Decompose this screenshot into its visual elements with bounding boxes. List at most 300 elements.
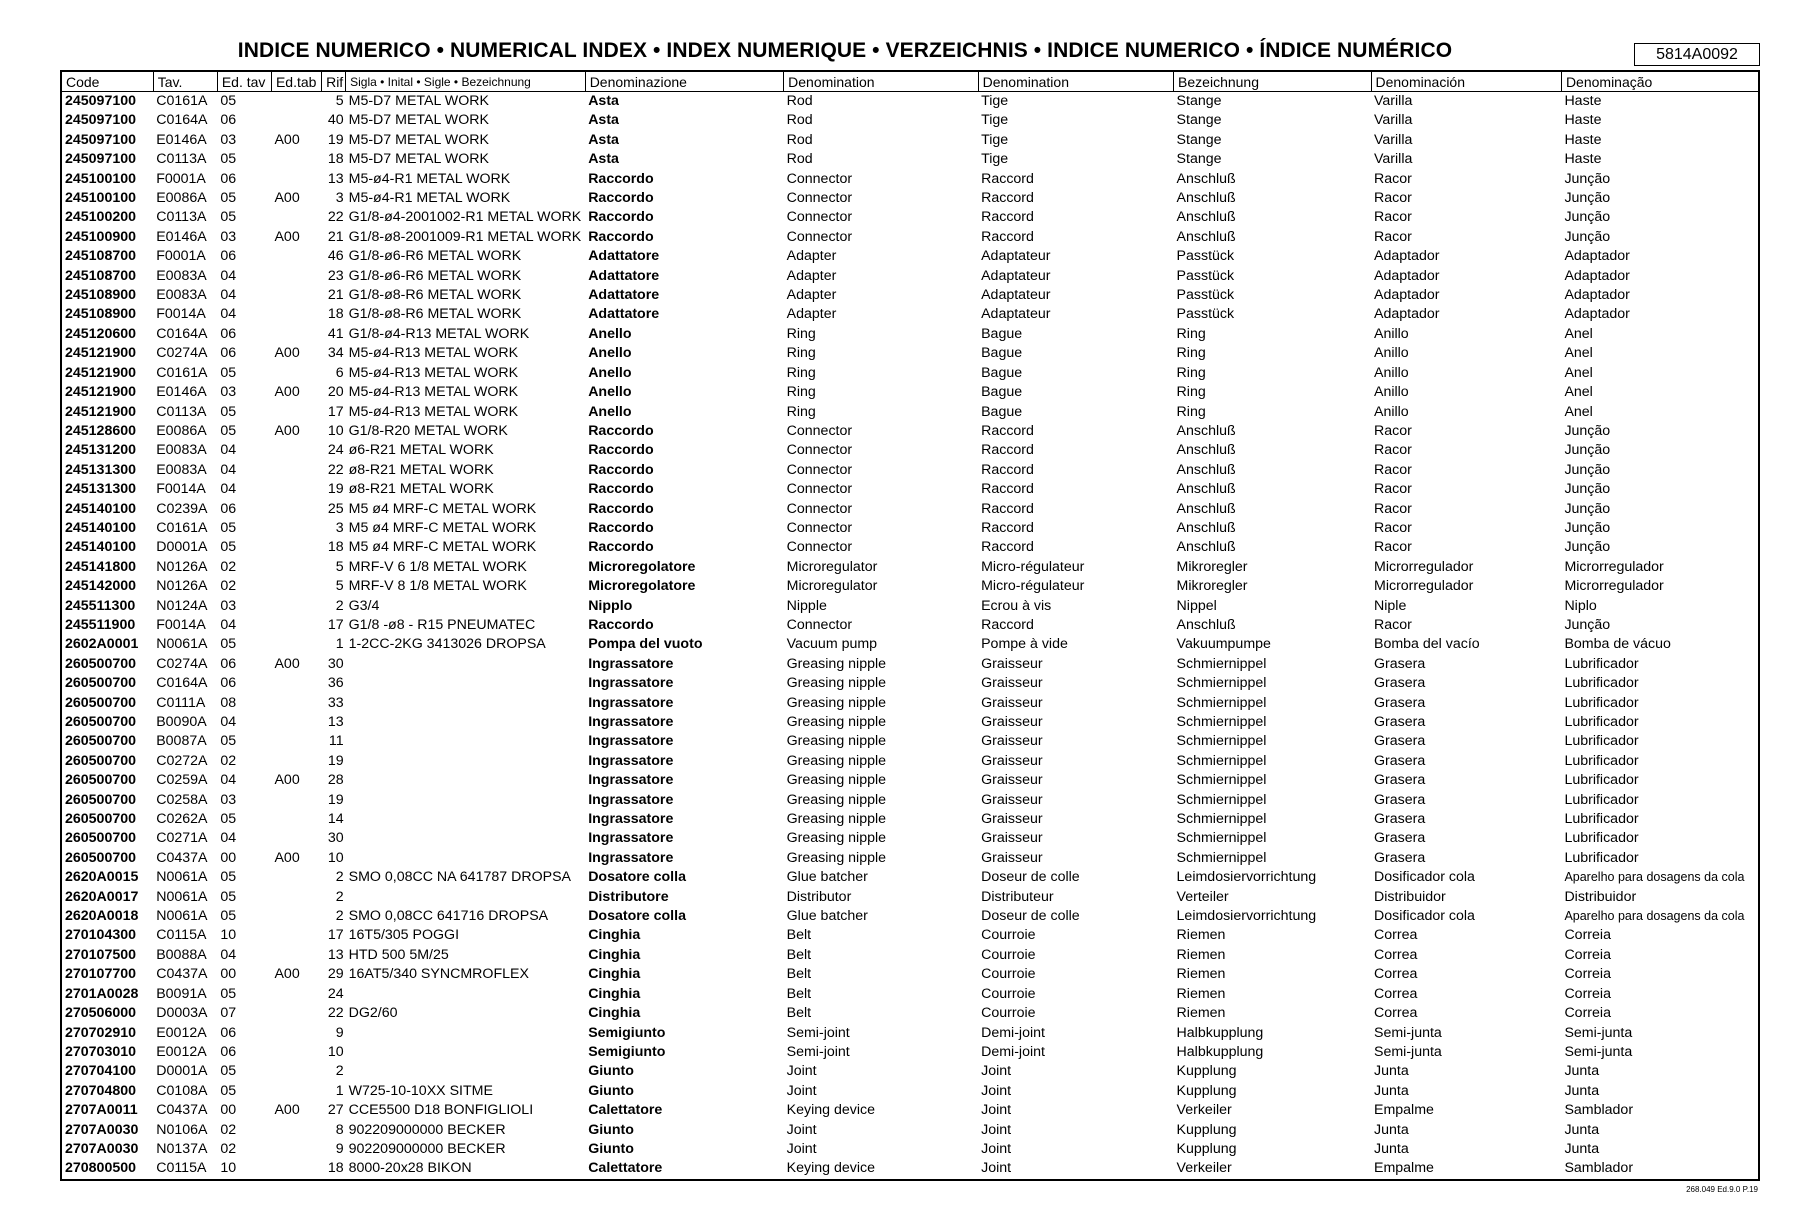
ed-tav-cell: 02 (220, 1121, 237, 1138)
denominazione-cell: Anello (588, 364, 632, 381)
rif-cell: 3 (335, 190, 344, 207)
table-row (61, 868, 1759, 887)
code-cell: 270104300 (65, 927, 137, 944)
code-cell: 270704100 (65, 1063, 137, 1080)
ed-tav-cell: 00 (220, 966, 237, 983)
ed-tav-cell: 05 (220, 985, 237, 1002)
denominacion-cell: Anillo (1374, 364, 1409, 381)
code-cell: 245108900 (65, 287, 137, 304)
table-row (61, 480, 1759, 499)
denomination-fr-cell: Graisseur (981, 655, 1043, 672)
table-row (61, 810, 1759, 829)
denominacion-cell: Junta (1374, 1140, 1409, 1157)
sigla-cell: SMO 0,08CC NA 641787 DROPSA (348, 869, 571, 886)
denominacao-cell: Haste (1564, 151, 1602, 168)
denomination-fr-cell: Doseur de colle (981, 869, 1080, 886)
bezeichnung-cell: Stange (1176, 131, 1222, 148)
table-row (61, 170, 1759, 189)
denominazione-cell: Cinghia (588, 985, 641, 1002)
denominazione-cell: Cinghia (588, 927, 641, 944)
ed-tab-cell: A00 (274, 422, 300, 439)
denomination-en-cell: Microregulator (786, 558, 878, 575)
denominazione-cell: Dosatore colla (588, 869, 686, 886)
denomination-fr-cell: Micro-régulateur (981, 578, 1085, 595)
bezeichnung-cell: Anschluß (1176, 442, 1236, 459)
sigla-cell (346, 752, 586, 771)
code-cell: 260500700 (65, 849, 137, 866)
rif-cell: 34 (327, 345, 344, 362)
denomination-fr-cell: Raccord (981, 500, 1034, 517)
denomination-en-cell: Connector (786, 461, 853, 478)
ed-tab-cell (271, 616, 321, 635)
table-row (61, 189, 1759, 208)
bezeichnung-cell: Riemen (1176, 946, 1226, 963)
code-cell: 245108700 (65, 267, 137, 284)
tav-cell: N0137A (156, 1140, 208, 1157)
tav-cell: C0164A (156, 325, 208, 342)
denomination-en-cell: Microregulator (786, 578, 878, 595)
denominacion-cell: Dosificador cola (1374, 908, 1475, 925)
sigla-cell: M5-D7 METAL WORK (348, 151, 489, 168)
sigla-cell: M5 ø4 MRF-C METAL WORK (348, 539, 537, 556)
denomination-fr-cell: Distributeur (981, 888, 1054, 905)
bezeichnung-cell: Ring (1176, 345, 1206, 362)
rif-cell: 28 (327, 772, 344, 789)
sigla-cell: M5-D7 METAL WORK (348, 131, 489, 148)
denominacao-cell: Junção (1564, 228, 1611, 245)
denomination-en-cell: Connector (786, 481, 853, 498)
bezeichnung-cell: Anschluß (1176, 539, 1236, 556)
denominazione-cell: Ingrassatore (588, 694, 674, 711)
denomination-en-cell: Nipple (786, 597, 827, 614)
ed-tav-cell: 05 (220, 209, 237, 226)
code-cell: 2707A0030 (65, 1121, 139, 1138)
ed-tab-cell: A00 (274, 228, 300, 245)
ed-tav-cell: 04 (220, 442, 237, 459)
tav-cell: C0274A (156, 655, 208, 672)
code-cell: 2620A0018 (65, 908, 139, 925)
denomination-fr-cell: Micro-régulateur (981, 558, 1085, 575)
denominacion-cell: Grasera (1374, 752, 1426, 769)
tav-cell: N0061A (156, 636, 208, 653)
sigla-cell: M5-ø4-R13 METAL WORK (348, 384, 519, 401)
sigla-cell (346, 732, 586, 751)
rif-cell: 2 (335, 908, 344, 925)
denominacao-cell: Correia (1564, 966, 1611, 983)
ed-tav-cell: 05 (220, 636, 237, 653)
denominacao-cell: Samblador (1564, 1160, 1634, 1177)
denomination-en-cell: Connector (786, 616, 853, 633)
denomination-fr-cell: Joint (981, 1160, 1012, 1177)
sigla-cell: M5-ø4-R13 METAL WORK (348, 364, 519, 381)
col-tav-header: Tav. (153, 71, 217, 92)
denominacion-cell: Junta (1374, 1082, 1409, 1099)
denomination-en-cell: Connector (786, 228, 853, 245)
denominacion-cell: Correa (1374, 966, 1418, 983)
tav-cell: E0012A (156, 1024, 207, 1041)
tav-cell: B0087A (156, 733, 207, 750)
ed-tab-cell: A00 (274, 1102, 300, 1119)
table-row (61, 888, 1759, 907)
denomination-fr-cell: Pompe à vide (981, 636, 1068, 653)
tav-cell: C0111A (156, 694, 206, 711)
code-cell: 245100200 (65, 209, 137, 226)
denominazione-cell: Raccordo (588, 616, 654, 633)
denominacion-cell: Correa (1374, 985, 1418, 1002)
sigla-cell: M5-ø4-R13 METAL WORK (348, 403, 519, 420)
denominacao-cell: Lubrificador (1564, 655, 1639, 672)
bezeichnung-cell: Anschluß (1176, 170, 1236, 187)
denominacao-cell: Haste (1564, 131, 1602, 148)
denominacao-cell: Correia (1564, 1005, 1611, 1022)
sigla-cell: M5-D7 METAL WORK (348, 112, 489, 129)
ed-tab-cell (271, 461, 321, 480)
code-cell: 245100100 (65, 190, 137, 207)
table-row (61, 344, 1759, 363)
denominazione-cell: Anello (588, 345, 632, 362)
code-cell: 2701A0028 (65, 985, 139, 1002)
rif-cell: 30 (327, 830, 344, 847)
ed-tav-cell: 10 (220, 1160, 237, 1177)
rif-cell: 13 (327, 714, 344, 730)
ed-tab-cell (271, 305, 321, 324)
sigla-cell (346, 1062, 586, 1081)
denomination-fr-cell: Courroie (981, 1005, 1036, 1022)
rif-cell: 1 (335, 636, 344, 653)
denominacao-cell: Junção (1564, 519, 1611, 536)
bezeichnung-cell: Riemen (1176, 966, 1226, 983)
ed-tav-cell: 04 (220, 616, 237, 633)
denominacion-cell: Racor (1374, 519, 1412, 536)
table-row (61, 965, 1759, 984)
denominacao-cell: Lubrificador (1564, 752, 1639, 769)
tav-cell: C0259A (156, 772, 208, 789)
table-header-row (61, 71, 1759, 92)
ed-tav-cell: 05 (220, 364, 237, 381)
denomination-en-cell: Connector (786, 209, 853, 226)
denomination-fr-cell: Graisseur (981, 772, 1043, 789)
denominazione-cell: Ingrassatore (588, 849, 674, 866)
tav-cell: C0161A (156, 364, 208, 381)
denominacion-cell: Racor (1374, 481, 1412, 498)
ed-tab-cell (271, 985, 321, 1004)
bezeichnung-cell: Anschluß (1176, 190, 1236, 207)
denomination-fr-cell: Raccord (981, 190, 1034, 207)
ed-tav-cell: 04 (220, 306, 237, 323)
code-cell: 270107500 (65, 946, 137, 963)
denomination-fr-cell: Tige (981, 93, 1009, 109)
denominacion-cell: Anillo (1374, 384, 1409, 401)
col-denomination-en-header: Denomination (784, 71, 978, 92)
denominacion-cell: Racor (1374, 461, 1412, 478)
denomination-fr-cell: Doseur de colle (981, 908, 1080, 925)
sigla-cell: 1-2CC-2KG 3413026 DROPSA (348, 636, 546, 653)
table-row (61, 791, 1759, 810)
table-row (61, 461, 1759, 480)
denominacion-cell: Racor (1374, 442, 1412, 459)
denomination-fr-cell: Bague (981, 384, 1023, 401)
bezeichnung-cell: Schmiernippel (1176, 772, 1267, 789)
code-cell: 260500700 (65, 830, 137, 847)
ed-tav-cell: 04 (220, 714, 237, 730)
table-row (61, 111, 1759, 130)
sigla-cell: 16AT5/340 SYNCMROFLEX (348, 966, 529, 983)
rif-cell: 23 (327, 267, 344, 284)
denomination-en-cell: Glue batcher (786, 869, 868, 886)
denominazione-cell: Raccordo (588, 500, 654, 517)
denominacao-cell: Lubrificador (1564, 733, 1639, 750)
code-cell: 245121900 (65, 345, 137, 362)
bezeichnung-cell: Passtück (1176, 287, 1235, 304)
denomination-en-cell: Greasing nipple (786, 830, 887, 847)
sigla-cell (346, 849, 586, 868)
bezeichnung-cell: Stange (1176, 151, 1222, 168)
denominacion-cell: Anillo (1374, 325, 1409, 342)
denominacao-cell: Aparelho para dosagens da cola (1564, 909, 1745, 924)
denominacion-cell: Racor (1374, 500, 1412, 517)
denomination-fr-cell: Adaptateur (981, 306, 1051, 323)
bezeichnung-cell: Anschluß (1176, 228, 1236, 245)
denominacao-cell: Adaptador (1564, 267, 1630, 284)
ed-tav-cell: 06 (220, 500, 237, 517)
code-cell: 245511300 (65, 597, 136, 614)
denominacao-cell: Lubrificador (1564, 714, 1639, 730)
code-cell: 2602A0001 (65, 636, 139, 653)
denominacao-cell: Adaptador (1564, 248, 1630, 265)
denominazione-cell: Asta (588, 112, 619, 129)
sigla-cell (346, 888, 586, 907)
denominazione-cell: Anello (588, 325, 632, 342)
tav-cell: N0126A (156, 558, 208, 575)
denominazione-cell: Calettatore (588, 1160, 663, 1177)
denominacion-cell: Grasera (1374, 714, 1426, 730)
denomination-en-cell: Ring (786, 403, 816, 420)
bezeichnung-cell: Passtück (1176, 306, 1235, 323)
denominacao-cell: Lubrificador (1564, 772, 1639, 789)
ed-tav-cell: 05 (220, 151, 237, 168)
ed-tav-cell: 05 (220, 93, 237, 109)
sigla-cell: G1/8-ø4-R13 METAL WORK (348, 325, 530, 342)
table-row (61, 92, 1759, 112)
denomination-fr-cell: Graisseur (981, 849, 1043, 866)
ed-tav-cell: 02 (220, 578, 237, 595)
ed-tab-cell (271, 558, 321, 577)
denominacao-cell: Junção (1564, 442, 1611, 459)
rif-cell: 17 (327, 927, 344, 944)
denomination-fr-cell: Courroie (981, 946, 1036, 963)
ed-tab-cell (271, 1043, 321, 1062)
denominacao-cell: Adaptador (1564, 287, 1630, 304)
tav-cell: C0239A (156, 500, 208, 517)
denominacion-cell: Grasera (1374, 811, 1426, 828)
code-cell: 245121900 (65, 364, 137, 381)
denominazione-cell: Raccordo (588, 170, 654, 187)
ed-tab-cell (271, 1159, 321, 1179)
denomination-en-cell: Joint (786, 1082, 817, 1099)
denominazione-cell: Raccordo (588, 190, 654, 207)
table-row (61, 1121, 1759, 1140)
bezeichnung-cell: Mikroregler (1176, 558, 1248, 575)
table-row (61, 247, 1759, 266)
denomination-fr-cell: Graisseur (981, 791, 1043, 808)
tav-cell: C0113A (156, 151, 207, 168)
denominacion-cell: Microrregulador (1374, 578, 1474, 595)
sigla-cell: CCE5500 D18 BONFIGLIOLI (348, 1102, 534, 1119)
ed-tab-cell (271, 441, 321, 460)
table-row (61, 150, 1759, 169)
denomination-en-cell: Connector (786, 539, 853, 556)
denominazione-cell: Anello (588, 384, 632, 401)
sigla-cell: DG2/60 (348, 1005, 398, 1022)
sigla-cell: HTD 500 5M/25 (348, 946, 449, 963)
bezeichnung-cell: Kupplung (1176, 1140, 1237, 1157)
denominacao-cell: Samblador (1564, 1102, 1634, 1119)
col-denominazione-header: Denominazione (585, 71, 783, 92)
code-cell: 245511900 (65, 616, 136, 633)
code-cell: 2707A0030 (65, 1140, 139, 1157)
denominacion-cell: Correa (1374, 927, 1418, 944)
tav-cell: E0083A (156, 267, 207, 284)
sigla-cell: M5 ø4 MRF-C METAL WORK (348, 519, 537, 536)
denominacion-cell: Microrregulador (1374, 558, 1474, 575)
ed-tav-cell: 02 (220, 752, 237, 769)
tav-cell: E0146A (156, 131, 207, 148)
sigla-cell: G3/4 (348, 597, 380, 614)
denomination-fr-cell: Tige (981, 131, 1009, 148)
bezeichnung-cell: Anschluß (1176, 209, 1236, 226)
table-row (61, 694, 1759, 713)
sigla-cell: G1/8 -ø8 - R15 PNEUMATEC (348, 616, 536, 633)
code-cell: 270506000 (65, 1005, 137, 1022)
denominazione-cell: Semigiunto (588, 1043, 666, 1060)
table-row (61, 1159, 1759, 1179)
tav-cell: E0083A (156, 461, 207, 478)
table-row (61, 713, 1759, 732)
denominacion-cell: Empalme (1374, 1160, 1434, 1177)
code-cell: 260500700 (65, 791, 137, 808)
denominacao-cell: Junção (1564, 422, 1611, 439)
rif-cell: 21 (327, 228, 344, 245)
rif-cell: 5 (335, 578, 344, 595)
ed-tab-cell (271, 1062, 321, 1081)
denominacion-cell: Correa (1374, 1005, 1418, 1022)
ed-tav-cell: 05 (220, 539, 237, 556)
denominacion-cell: Anillo (1374, 345, 1409, 362)
denomination-fr-cell: Raccord (981, 461, 1034, 478)
sigla-cell: G1/8-ø4-2001002-R1 METAL WORK (348, 209, 582, 226)
denominacao-cell: Anel (1564, 325, 1593, 342)
code-cell: 260500700 (65, 772, 137, 789)
denomination-fr-cell: Tige (981, 112, 1009, 129)
code-cell: 245121900 (65, 384, 137, 401)
tav-cell: B0088A (156, 946, 207, 963)
denomination-en-cell: Adapter (786, 287, 837, 304)
denominazione-cell: Ingrassatore (588, 733, 674, 750)
sigla-cell: W725-10-10XX SITME (348, 1082, 493, 1099)
tav-cell: C0437A (156, 1102, 208, 1119)
col-denomination-fr-header: Denomination (978, 71, 1173, 92)
denomination-en-cell: Vacuum pump (786, 636, 878, 653)
bezeichnung-cell: Ring (1176, 384, 1206, 401)
rif-cell: 29 (327, 966, 344, 983)
denomination-en-cell: Greasing nipple (786, 849, 887, 866)
bezeichnung-cell: Kupplung (1176, 1063, 1237, 1080)
denomination-en-cell: Semi-joint (786, 1024, 850, 1041)
sigla-cell: G1/8-ø8-R6 METAL WORK (348, 287, 522, 304)
denomination-fr-cell: Raccord (981, 422, 1034, 439)
denominazione-cell: Ingrassatore (588, 811, 674, 828)
denomination-fr-cell: Joint (981, 1121, 1012, 1138)
tav-cell: C0437A (156, 849, 208, 866)
denominacao-cell: Junção (1564, 500, 1611, 517)
sigla-cell (346, 674, 586, 693)
denominacion-cell: Racor (1374, 616, 1412, 633)
bezeichnung-cell: Schmiernippel (1176, 752, 1267, 769)
ed-tab-cell (271, 907, 321, 926)
ed-tav-cell: 04 (220, 267, 237, 284)
tav-cell: D0001A (156, 1063, 208, 1080)
denominacao-cell: Distribuidor (1564, 888, 1637, 905)
ed-tab-cell (271, 247, 321, 266)
bezeichnung-cell: Anschluß (1176, 500, 1236, 517)
ed-tab-cell (271, 694, 321, 713)
col-bezeichnung-header: Bezeichnung (1174, 71, 1371, 92)
denominacion-cell: Adaptador (1374, 306, 1440, 323)
ed-tav-cell: 05 (220, 811, 237, 828)
sigla-cell (346, 791, 586, 810)
rif-cell: 17 (327, 403, 344, 420)
table-row (61, 422, 1759, 441)
bezeichnung-cell: Riemen (1176, 927, 1226, 944)
tav-cell: N0124A (156, 597, 208, 614)
table-row (61, 907, 1759, 926)
ed-tav-cell: 02 (220, 1140, 237, 1157)
ed-tab-cell (271, 150, 321, 169)
denomination-en-cell: Greasing nipple (786, 791, 887, 808)
sigla-cell: M5-ø4-R13 METAL WORK (348, 345, 519, 362)
denomination-fr-cell: Joint (981, 1063, 1012, 1080)
table-row (61, 1062, 1759, 1081)
denominacao-cell: Adaptador (1564, 306, 1630, 323)
code-cell: 245108900 (65, 306, 137, 323)
denomination-en-cell: Greasing nipple (786, 675, 887, 692)
ed-tav-cell: 05 (220, 908, 237, 925)
denomination-en-cell: Belt (786, 1005, 812, 1022)
ed-tav-cell: 06 (220, 345, 237, 362)
bezeichnung-cell: Stange (1176, 112, 1222, 129)
ed-tab-cell: A00 (274, 190, 300, 207)
ed-tav-cell: 04 (220, 461, 237, 478)
denomination-en-cell: Rod (786, 93, 813, 109)
denomination-en-cell: Connector (786, 170, 853, 187)
ed-tav-cell: 03 (220, 228, 237, 245)
rif-cell: 24 (327, 442, 344, 459)
denominazione-cell: Raccordo (588, 539, 654, 556)
code-cell: 260500700 (65, 752, 137, 769)
denominacion-cell: Grasera (1374, 694, 1426, 711)
denomination-en-cell: Greasing nipple (786, 714, 887, 730)
denomination-fr-cell: Graisseur (981, 752, 1043, 769)
denomination-en-cell: Greasing nipple (786, 772, 887, 789)
denominacion-cell: Niple (1374, 597, 1407, 614)
col-sigla-header: Sigla • Inital • Sigle • Bezeichnung (346, 71, 586, 92)
denominacao-cell: Aparelho para dosagens da cola (1564, 870, 1745, 885)
denominacion-cell: Adaptador (1374, 287, 1440, 304)
col-edtav-header: Ed. tav (217, 71, 271, 92)
denomination-fr-cell: Demi-joint (981, 1024, 1045, 1041)
ed-tav-cell: 06 (220, 248, 237, 265)
sigla-cell (346, 1043, 586, 1062)
